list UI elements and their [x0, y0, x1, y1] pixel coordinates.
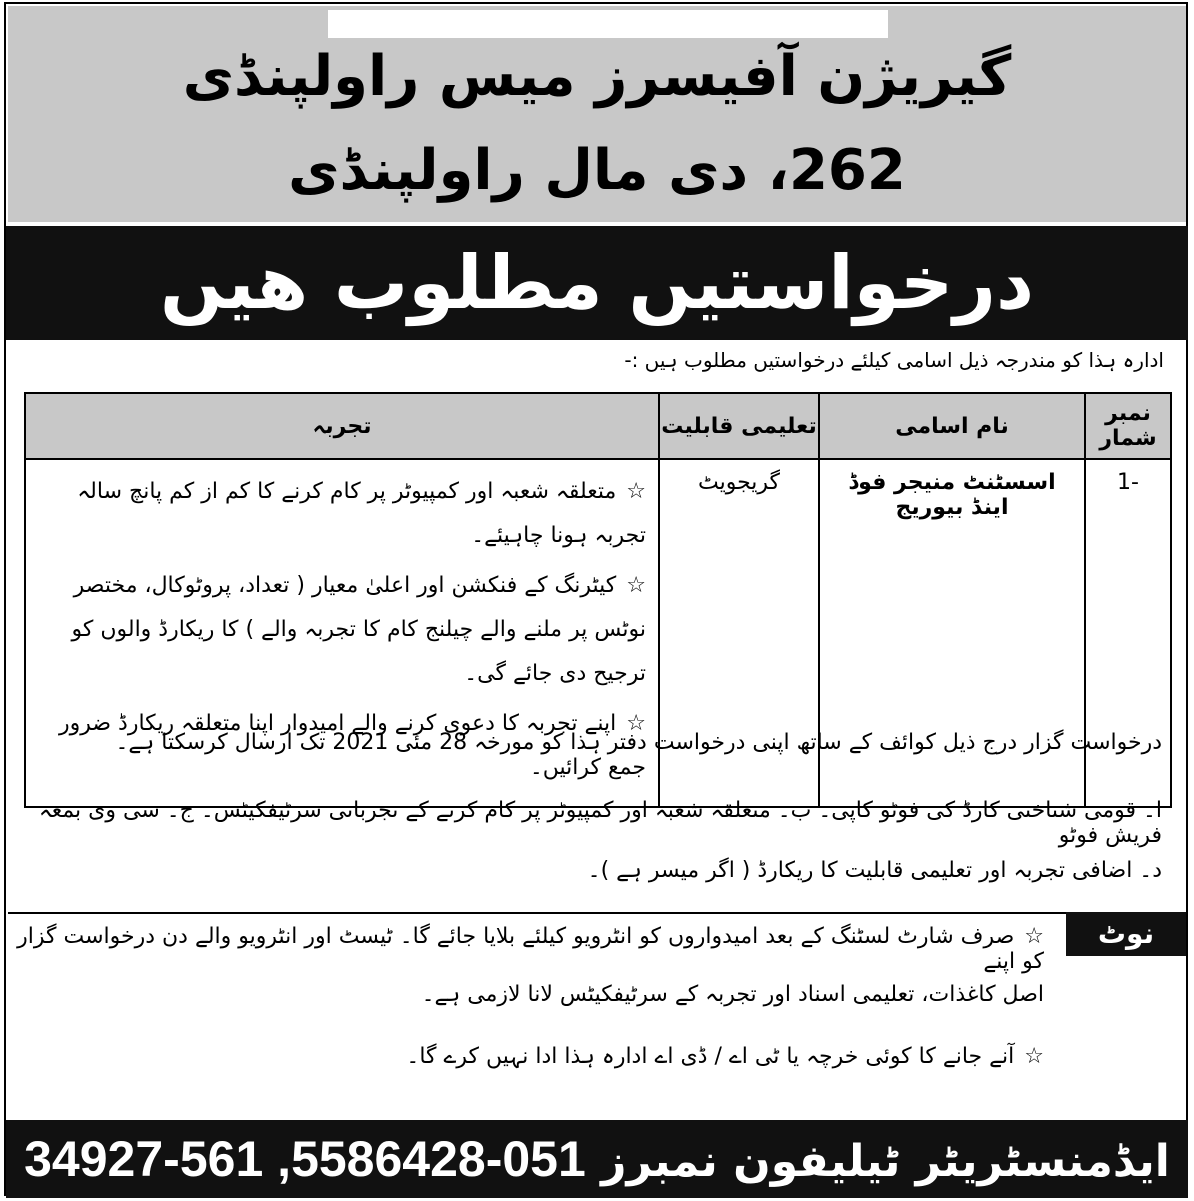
note-item-continued: اصل کاغذات، تعلیمی اسناد اور تجربہ کے سرٹیفکیٹس لانا لازمی ہے۔ — [421, 982, 1044, 1007]
instruction-line: درخواست گزار درج ذیل کوائف کے ساتھ اپنی درخواست دفتر ہذا کو مورخہ 28 مئی 2021 تک ارسال کرسکتا ہے۔ — [115, 730, 1162, 755]
note-divider — [8, 912, 1068, 914]
star-icon: ☆ — [1024, 924, 1044, 949]
note-text: آنے جانے کا کوئی خرچہ یا ٹی اے / ڈی اے ادارہ ہذا ادا نہیں کرے گا۔ — [406, 1044, 1015, 1069]
note-text: صرف شارٹ لسٹنگ کے بعد امیدواروں کو انٹرویو کیلئے بلایا جائے گا۔ ٹیسٹ اور انٹرویو والے دن درخواست گزار کو اپنے — [17, 924, 1044, 974]
star-icon: ☆ — [626, 711, 646, 736]
header-experience: تجربہ — [25, 393, 659, 459]
experience-text: متعلقہ شعبہ اور کمپیوٹر پر کام کرنے کا کم از کم پانچ سالہ تجربہ ہونا چاہیئے۔ — [77, 479, 646, 548]
experience-item — [38, 564, 646, 696]
experience-item — [38, 470, 646, 558]
additional-documents: د۔ اضافی تجربہ اور تعلیمی قابلیت کا ریکارڈ ( اگر میسر ہے )۔ — [587, 858, 1162, 883]
footer-label: ایڈمنسٹریٹر ٹیلیفون نمبرز — [601, 1136, 1170, 1187]
cell-sn: -1 — [1085, 459, 1171, 807]
cell-post: اسسٹنٹ منیجر فوڈ اینڈ بیوریج — [819, 459, 1085, 807]
applications-banner: درخواستیں مطلوب ھیں — [6, 226, 1188, 340]
cell-qualification: گریجویٹ — [659, 459, 819, 807]
header-sn: نمبر شمار — [1085, 393, 1171, 459]
note-item — [0, 924, 1044, 974]
experience-text: اپنے تجربہ کا دعوی کرنے والے امیدوار اپنا متعلقہ ریکارڈ ضرور جمع کرائیں۔ — [59, 711, 646, 780]
note-label: نوٹ — [1066, 912, 1186, 956]
note-item — [406, 1044, 1044, 1069]
required-documents: ا۔ قومی شناختی کارڈ کی فوٹو کاپی۔ ب۔ متعلقہ شعبہ اور کمپیوٹر پر کام کرنے کے تجرباتی سرٹیفکیٹس۔ ج۔ سی وی بمعہ فریش فوٹو — [38, 798, 1162, 848]
star-icon: ☆ — [626, 479, 646, 504]
footer-contact — [6, 1120, 1188, 1198]
experience-text: کیٹرنگ کے فنکشن اور اعلیٰ معیار ( تعداد، پروٹوکال، مختصر نوٹس پر ملنے والے چیلنج کام کا تجربہ والے ) کا ریکارڈ والوں کو ترجیح دی جائے گی۔ — [71, 573, 646, 686]
star-icon: ☆ — [626, 573, 646, 598]
header-tab — [328, 10, 888, 38]
phone-numbers: 051-5586428, 561-34927 — [24, 1131, 586, 1187]
org-title: گیریژن آفیسرز میس راولپنڈی — [182, 44, 1012, 109]
header-post: نام اسامی — [819, 393, 1085, 459]
org-address: 262، دی مال راولپنڈی — [288, 138, 906, 203]
intro-text: ادارہ ہذا کو مندرجہ ذیل اسامی کیلئے درخواستیں مطلوب ہیں :- — [624, 348, 1164, 372]
star-icon: ☆ — [1024, 1044, 1044, 1069]
header-qualification: تعلیمی قابلیت — [659, 393, 819, 459]
